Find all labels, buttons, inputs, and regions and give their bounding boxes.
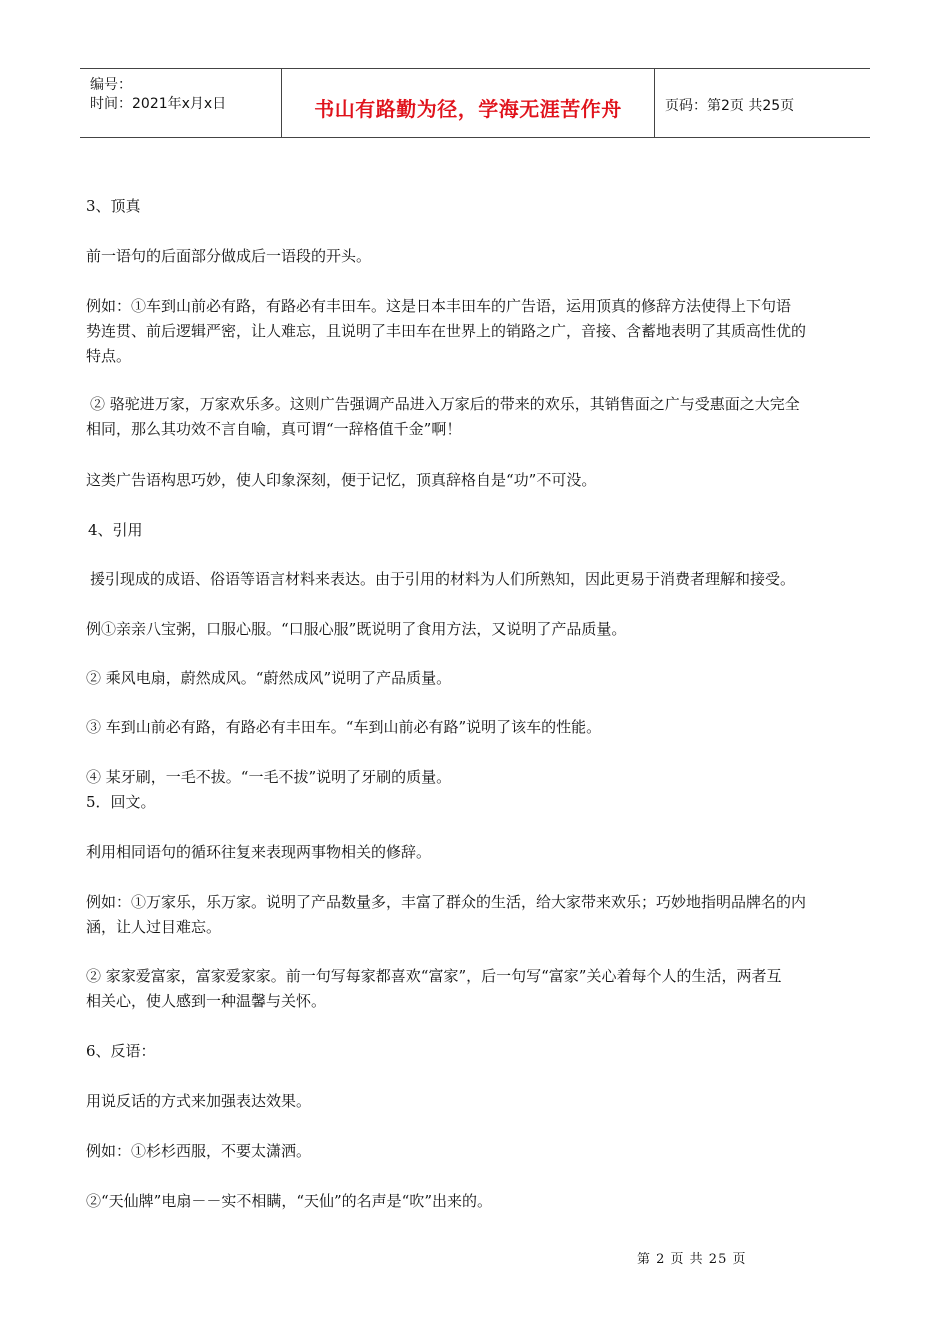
paragraph-summary-3: 这类广告语构思巧妙，使人印象深刻，便于记忆，顶真辞格自是“功”不可没。 [86,471,597,489]
paragraph-line: 涵，让人过目难忘。 [86,918,222,936]
paragraph-line: 例如：①万家乐，乐万家。说明了产品数量多，丰富了群众的生活，给大家带来欢乐；巧妙地指明品牌名的内 [86,893,807,911]
paragraph-example: ③ 车到山前必有路，有路必有丰田车。“车到山前必有路”说明了该车的性能。 [86,718,602,736]
paragraph-line: ② 骆驼进万家，万家欢乐多。这则广告强调产品进入万家后的带来的欢乐，其销售面之广与受惠面之大完全 [90,395,800,413]
header-info-cell [80,69,282,137]
header-page-cell [655,69,870,137]
section-heading-5: 5．回文。 [86,793,156,811]
paragraph-line: ② 家家爱富家，富家爱家家。前一句写每家都喜欢“富家”，后一句写“富家”关心着每个人的生活，两者互 [86,967,782,985]
paragraph-example: 例①亲亲八宝粥，口服心服。“口服心服”既说明了食用方法，又说明了产品质量。 [86,620,627,638]
paragraph-definition-3: 前一语句的后面部分做成后一语段的开头。 [86,247,372,265]
section-heading-4: 4、引用 [88,521,143,539]
paragraph-example: ② 乘风电扇，蔚然成风。“蔚然成风”说明了产品质量。 [86,669,452,687]
paragraph-definition-6: 用说反话的方式来加强表达效果。 [86,1092,312,1110]
document-date: 时间：2021年x月x日 [90,96,227,112]
paragraph-line: 相同，那么其功效不言自喻，真可谓“一辞格值千金”啊！ [86,420,462,438]
paragraph-example: ④ 某牙刷，一毛不拔。“一毛不拔”说明了牙刷的质量。 [86,768,452,786]
document-number-label: 编号： [90,77,132,93]
paragraph-line: 势连贯、前后逻辑严密，让人难忘，且说明了丰田车在世界上的销路之广，音接、含蓄地表明了其质高性优的 [86,322,807,340]
paragraph-example: ②“天仙牌”电扇－－实不相瞒，“天仙”的名声是“吹”出来的。 [86,1192,493,1210]
paragraph-definition-4: 援引现成的成语、俗语等语言材料来表达。由于引用的材料为人们所熟知，因此更易于消费者理解和接受。 [90,570,796,588]
header-motto-cell [282,69,655,137]
section-heading-6: 6、反语： [86,1042,156,1060]
header-motto: 书山有路勤为径，学海无涯苦作舟 [314,97,622,121]
paragraph-line: 特点。 [86,347,132,365]
paragraph-line: 例如：①车到山前必有路，有路必有丰田车。这是日本丰田车的广告语，运用顶真的修辞方法使得上下句语 [86,297,792,315]
paragraph-line: 相关心，使人感到一种温馨与关怀。 [86,992,327,1010]
section-heading-3: 3、顶真 [86,197,141,215]
paragraph-definition-5: 利用相同语句的循环往复来表现两事物相关的修辞。 [86,843,432,861]
page-header [80,68,870,138]
page-footer: 第 2 页 共 25 页 [637,1252,747,1267]
paragraph-example: 例如：①杉杉西服，不要太潇洒。 [86,1142,312,1160]
header-page-code: 页码：第2页 共25页 [665,98,795,114]
